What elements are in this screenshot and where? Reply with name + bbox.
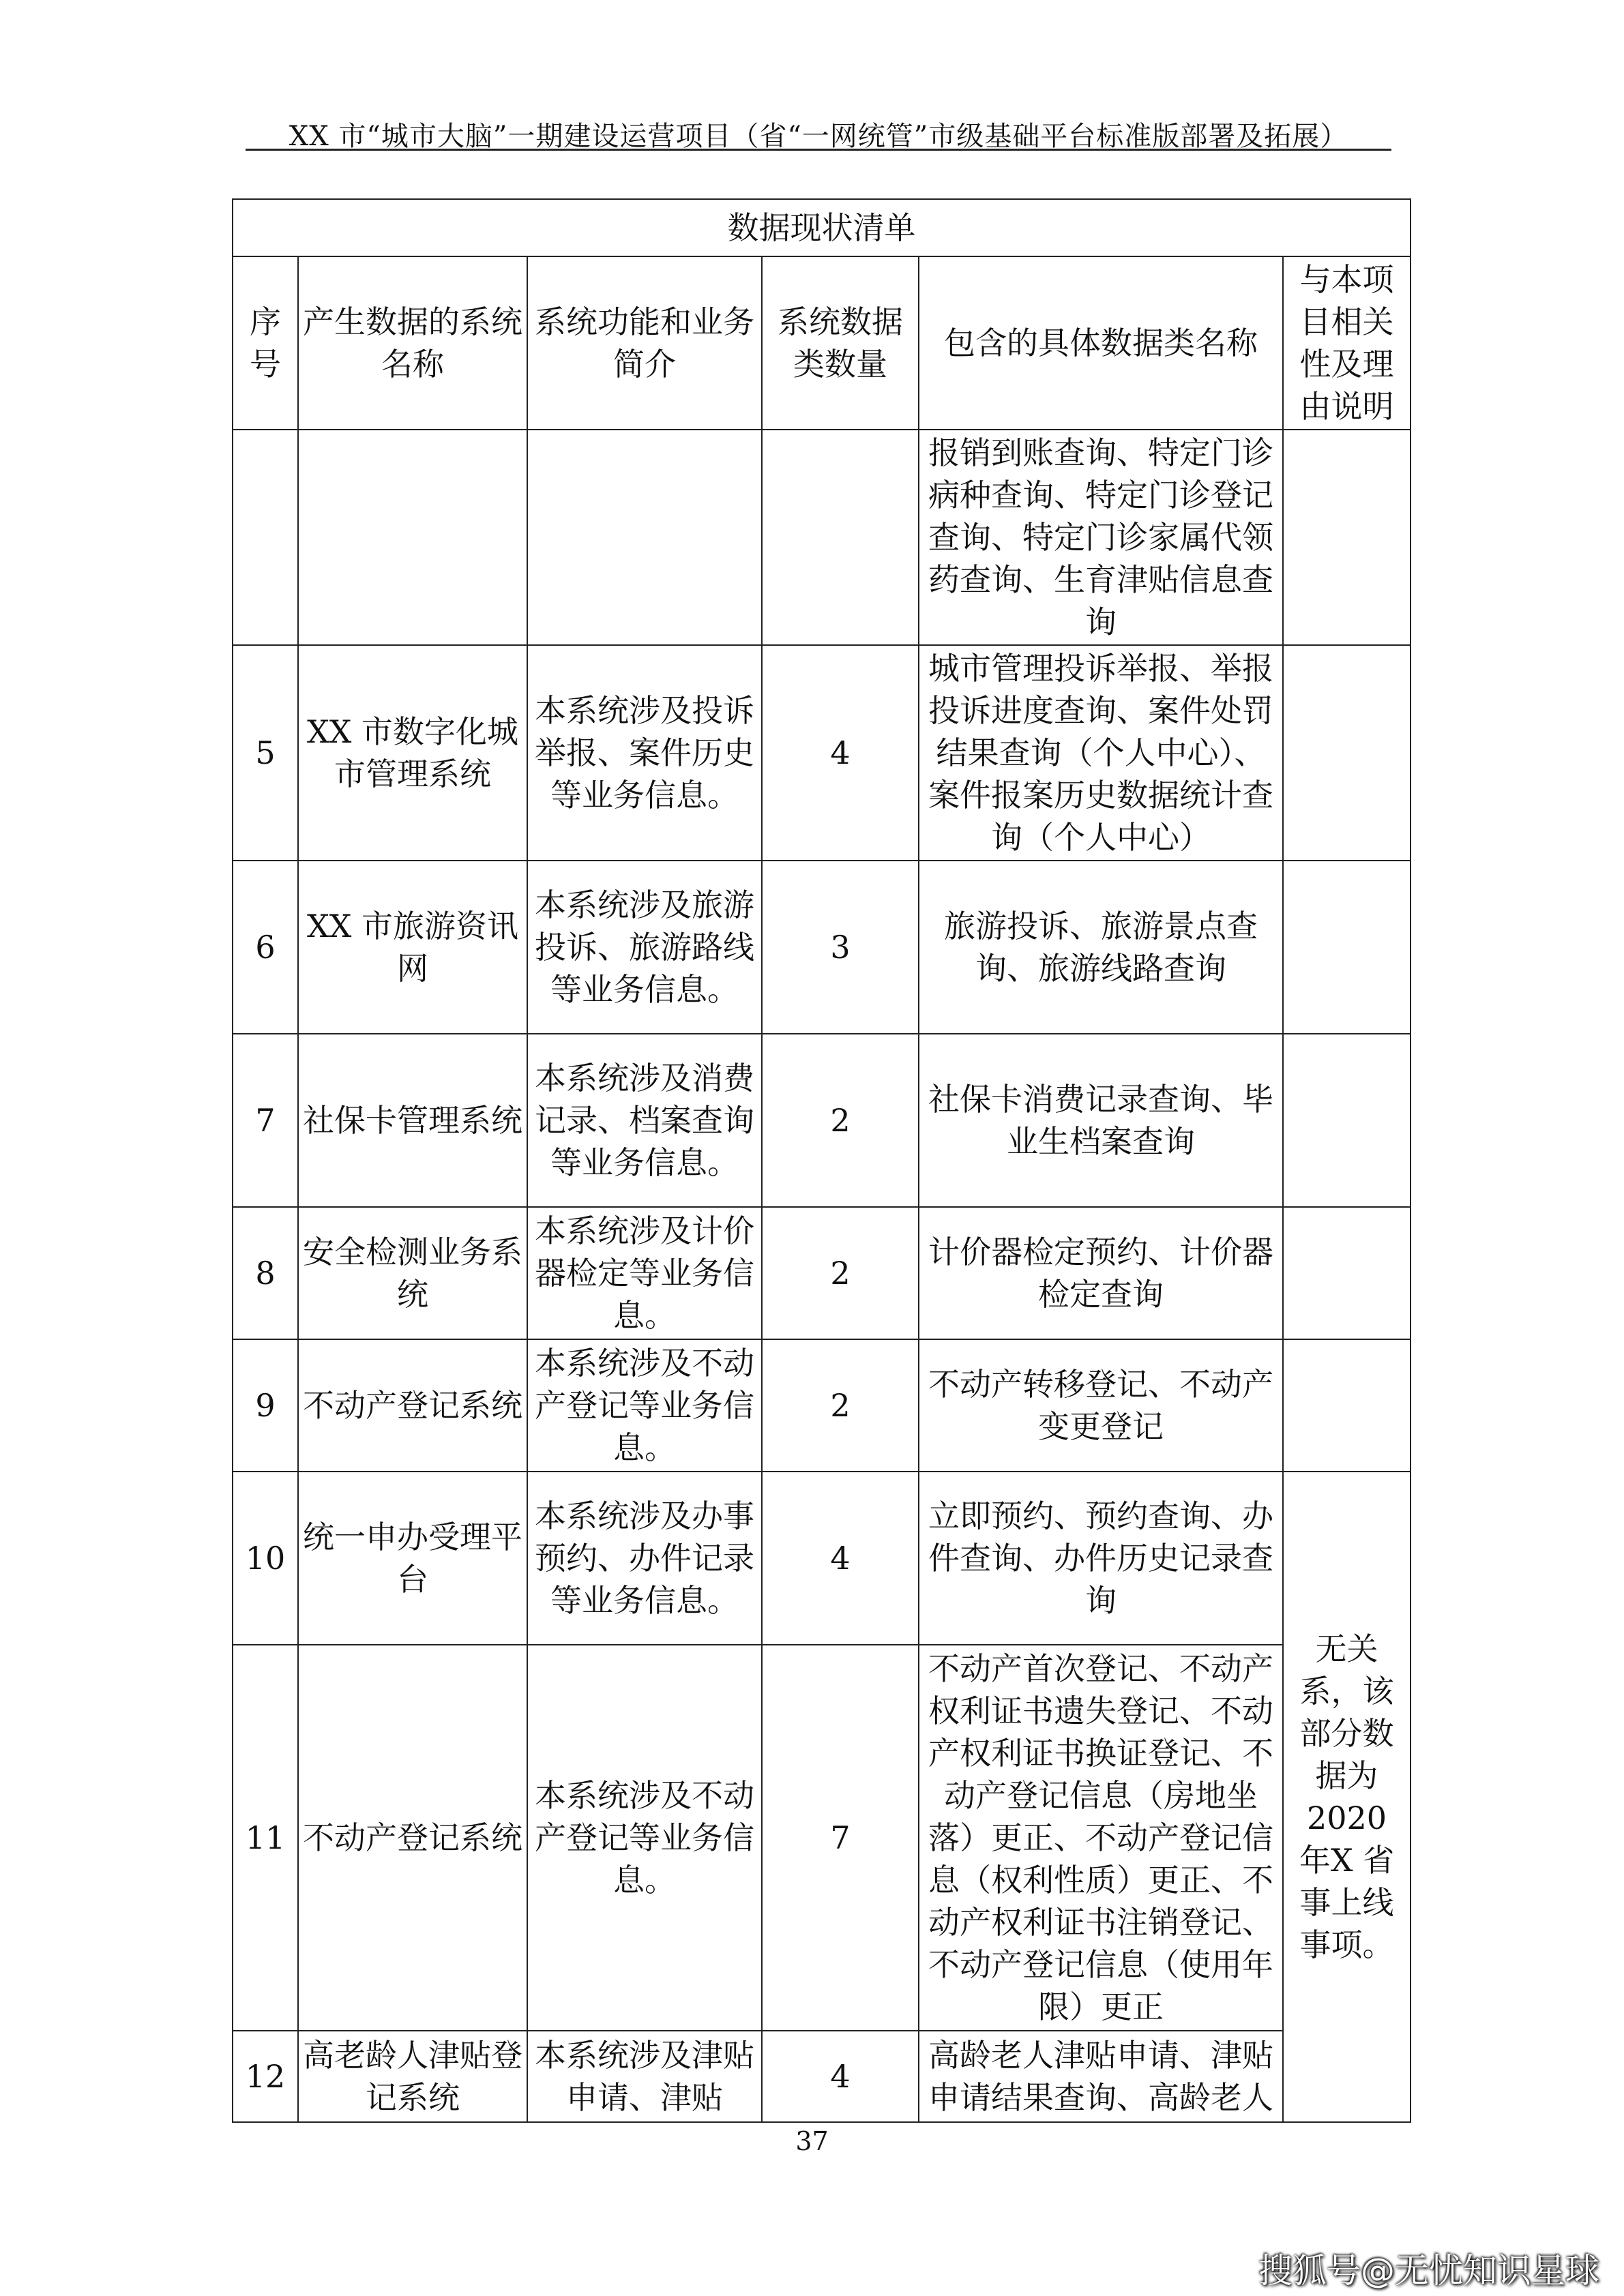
column-header-system: 产生数据的系统名称 <box>298 256 527 430</box>
header-rule <box>246 149 1391 151</box>
cell-count: 2 <box>762 1034 919 1207</box>
cell-system: XX 市数字化城市管理系统 <box>298 645 527 861</box>
cell-no: 6 <box>233 861 298 1034</box>
cell-intro: 本系统涉及不动产登记等业务信息。 <box>527 1645 762 2031</box>
table-row <box>233 430 1411 645</box>
cell-system: 统一申办受理平台 <box>298 1472 527 1645</box>
cell-relevance-empty <box>1283 1339 1411 1472</box>
cell-no: 11 <box>233 1645 298 2031</box>
column-header-no: 序号 <box>233 256 298 430</box>
cell-intro: 本系统涉及办事预约、办件记录等业务信息。 <box>527 1472 762 1645</box>
cell-no: 9 <box>233 1339 298 1472</box>
cell-intro: 本系统涉及计价器检定等业务信息。 <box>527 1207 762 1339</box>
cell-system: 不动产登记系统 <box>298 1339 527 1472</box>
cell-count: 4 <box>762 645 919 861</box>
cell-no: 10 <box>233 1472 298 1645</box>
cell-intro: 本系统涉及津贴申请、津贴 <box>527 2031 762 2122</box>
cell-no: 8 <box>233 1207 298 1339</box>
column-header-intro: 系统功能和业务简介 <box>527 256 762 430</box>
cell-intro: 本系统涉及消费记录、档案查询等业务信息。 <box>527 1034 762 1207</box>
data-status-table <box>232 198 1411 2123</box>
cell-intro <box>527 430 762 645</box>
page-number: 37 <box>795 2126 829 2156</box>
cell-items: 高龄老人津贴申请、津贴申请结果查询、高龄老人 <box>919 2031 1283 2122</box>
cell-no: 7 <box>233 1034 298 1207</box>
cell-items: 旅游投诉、旅游景点查询、旅游线路查询 <box>919 861 1283 1034</box>
cell-system <box>298 430 527 645</box>
table-title: 数据现状清单 <box>233 199 1411 256</box>
table-row <box>233 1207 1411 1339</box>
cell-count: 4 <box>762 2031 919 2122</box>
cell-intro: 本系统涉及投诉举报、案件历史等业务信息。 <box>527 645 762 861</box>
cell-count: 4 <box>762 1472 919 1645</box>
table-row <box>233 2031 1411 2122</box>
cell-relevance-empty <box>1283 645 1411 861</box>
column-header-count: 系统数据类数量 <box>762 256 919 430</box>
cell-count: 2 <box>762 1207 919 1339</box>
table-row <box>233 1472 1411 1645</box>
cell-system: XX 市旅游资讯网 <box>298 861 527 1034</box>
cell-no <box>233 430 298 645</box>
watermark: 搜狐号@无忧知识星球 <box>1258 2251 1599 2291</box>
cell-relevance-note: 无关系，该部分数据为2020 年X 省事上线事项。 <box>1283 1472 1411 2122</box>
cell-items: 不动产首次登记、不动产权利证书遗失登记、不动产权利证书换证登记、不动产登记信息（房地坐落）更正、不动产登记信息（权利性质）更正、不动产权利证书注销登记、不动产登记信息（使用年限）更正 <box>919 1645 1283 2031</box>
cell-count: 2 <box>762 1339 919 1472</box>
cell-system: 安全检测业务系统 <box>298 1207 527 1339</box>
cell-count: 3 <box>762 861 919 1034</box>
cell-intro: 本系统涉及旅游投诉、旅游路线等业务信息。 <box>527 861 762 1034</box>
cell-items: 城市管理投诉举报、举报投诉进度查询、案件处罚结果查询（个人中心）、案件报案历史数据统计查询（个人中心） <box>919 645 1283 861</box>
cell-items: 社保卡消费记录查询、毕业生档案查询 <box>919 1034 1283 1207</box>
column-header-items: 包含的具体数据类名称 <box>919 256 1283 430</box>
cell-items: 不动产转移登记、不动产变更登记 <box>919 1339 1283 1472</box>
cell-items: 计价器检定预约、计价器检定查询 <box>919 1207 1283 1339</box>
cell-system: 不动产登记系统 <box>298 1645 527 2031</box>
table-row <box>233 645 1411 861</box>
column-header-relevance: 与本项目相关性及理由说明 <box>1283 256 1411 430</box>
cell-no: 5 <box>233 645 298 861</box>
table-title-row <box>233 199 1411 256</box>
cell-system: 社保卡管理系统 <box>298 1034 527 1207</box>
table-header-row <box>233 256 1411 430</box>
cell-system: 高老龄人津贴登记系统 <box>298 2031 527 2122</box>
table-row <box>233 861 1411 1034</box>
cell-count <box>762 430 919 645</box>
table-row <box>233 1034 1411 1207</box>
cell-relevance-empty <box>1283 861 1411 1034</box>
table-row <box>233 1339 1411 1472</box>
cell-relevance-empty <box>1283 1034 1411 1207</box>
cell-intro: 本系统涉及不动产登记等业务信息。 <box>527 1339 762 1472</box>
cell-items: 立即预约、预约查询、办件查询、办件历史记录查询 <box>919 1472 1283 1645</box>
cell-relevance-empty <box>1283 430 1411 645</box>
cell-items: 报销到账查询、特定门诊病种查询、特定门诊登记查询、特定门诊家属代领药查询、生育津贴信息查询 <box>919 430 1283 645</box>
page-header: XX 市“城市大脑”一期建设运营项目（省“一网统管”市级基础平台标准版部署及拓展） <box>289 121 1348 152</box>
table-row <box>233 1645 1411 2031</box>
cell-no: 12 <box>233 2031 298 2122</box>
cell-relevance-empty <box>1283 1207 1411 1339</box>
cell-count: 7 <box>762 1645 919 2031</box>
